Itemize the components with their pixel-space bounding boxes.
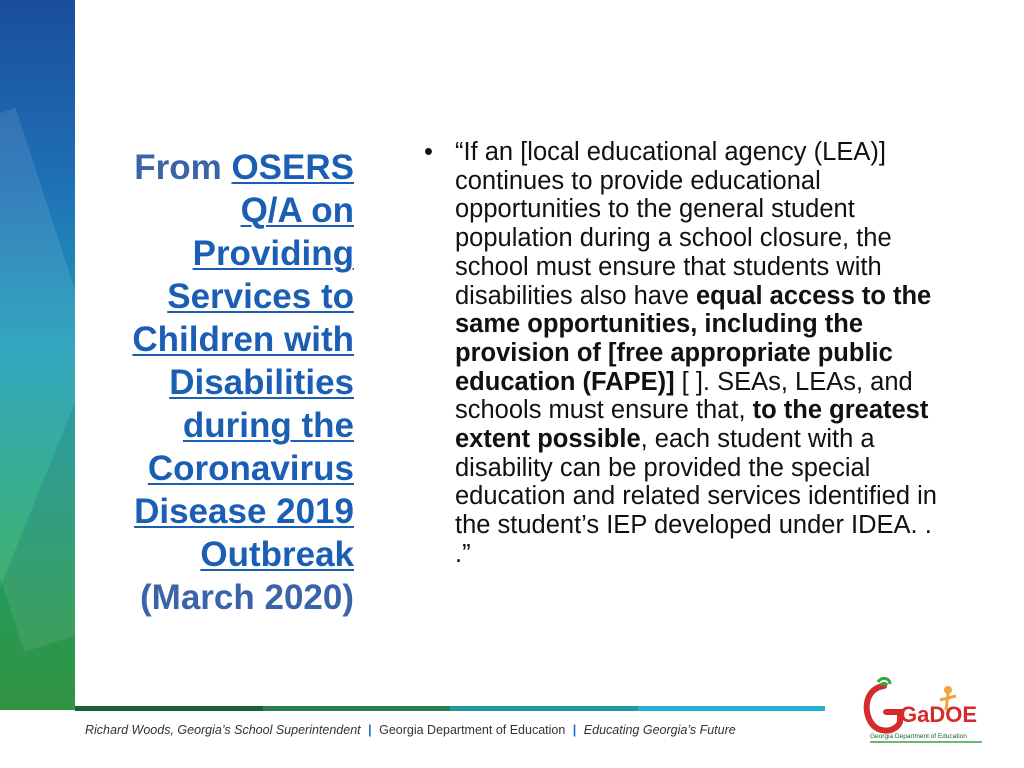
decorative-side-bar: [0, 0, 75, 710]
osers-qa-link[interactable]: OSERS Q/A on Providing Services to Children with Disabilities during the Coronavirus Disease 2019 Outbreak: [132, 148, 354, 574]
logo-text: GaDOE: [900, 702, 978, 727]
footer-separator: |: [572, 723, 577, 737]
footer-separator: |: [368, 723, 372, 737]
quote-text: “If an [local educational agency (LEA)] continues to provide educational opportunities to the general student population during a school closure, the school must ensure that students with disabilities also have equal access to the same opportunities, including the provision of [free appropriate public education (FAPE)] [ ]. SEAs, LEAs, and schools must ensure that, to the greatest extent possible, each student with a disability can be provided the special education and related services identified in the student’s IEP developed under IDEA. . .”: [455, 138, 937, 568]
footer: [85, 723, 845, 737]
title-date: (March 2020): [140, 578, 354, 617]
bullet-icon: •: [424, 138, 433, 166]
footer-department: Georgia Department of Education: [379, 723, 566, 737]
footer-tagline: Educating Georgia’s Future: [583, 723, 736, 737]
quote-bullet-item: [424, 138, 944, 569]
gadoe-logo: [860, 676, 992, 746]
footer-divider: [75, 706, 825, 711]
slide-title: [92, 146, 354, 619]
footer-superintendent: Richard Woods, Georgia’s School Superintendent: [85, 723, 361, 737]
title-from: From: [134, 148, 222, 187]
logo-subtitle: Georgia Department of Education: [870, 733, 967, 740]
